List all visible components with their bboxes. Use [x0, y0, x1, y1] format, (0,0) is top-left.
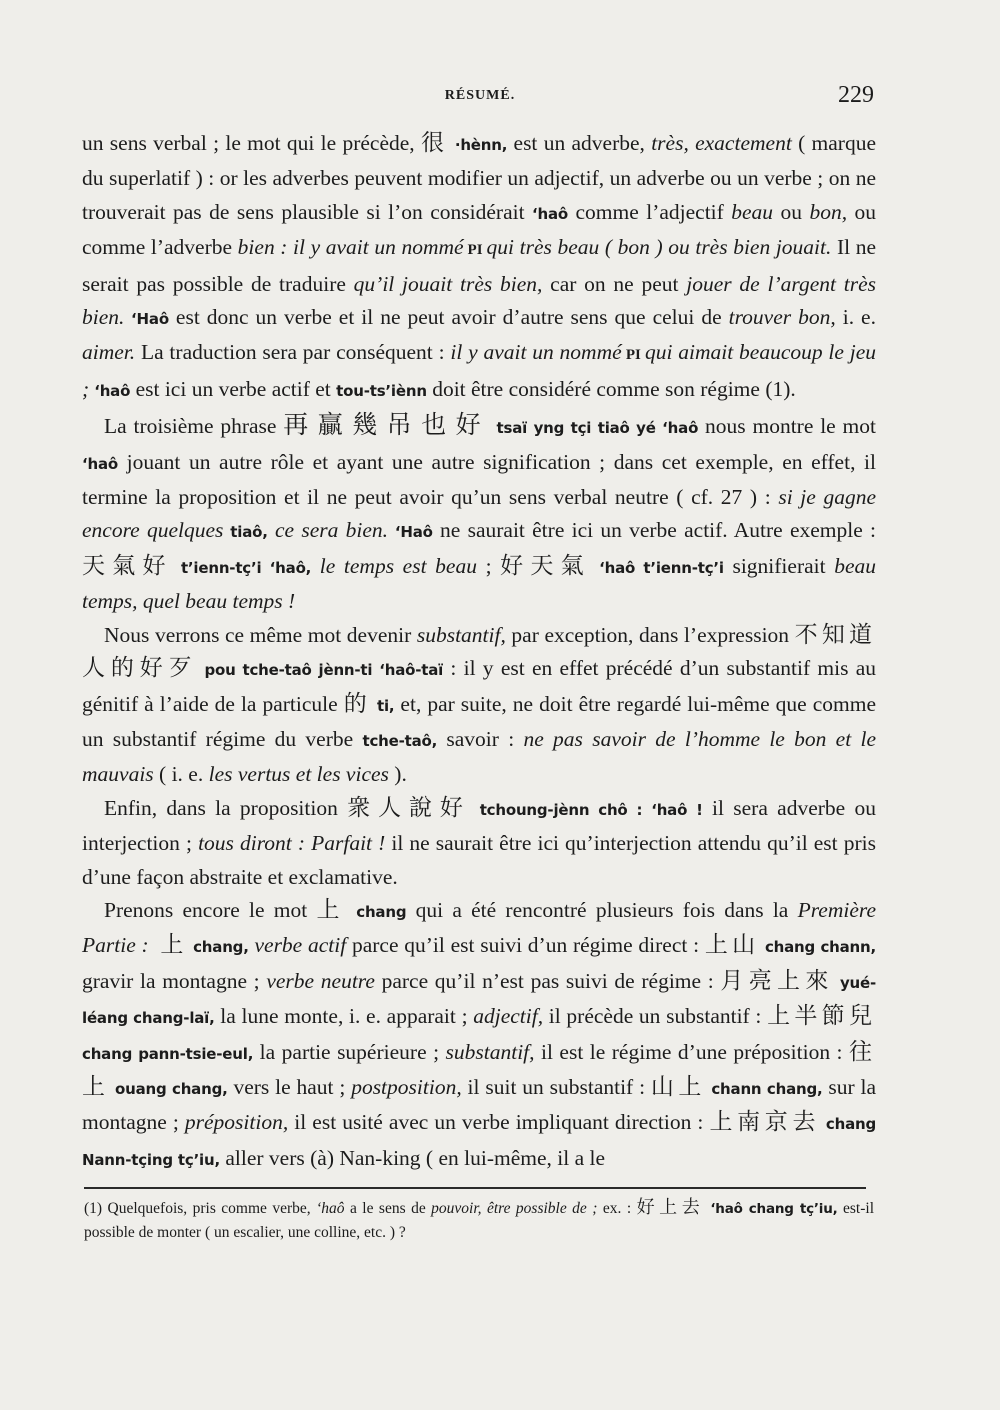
text: parce qu’il est suivi d’un régime direct : [346, 933, 705, 958]
italic-text: trouver bon, [728, 305, 836, 330]
footnote [84, 1196, 874, 1245]
paragraph [82, 894, 876, 1177]
romanization: chang Nann-tçing tç’iu, [82, 1115, 877, 1169]
romanization: tsaï yng tçi tiaô yé ‘haô [490, 419, 699, 438]
italic-text: bien : il y avait un nommé [237, 235, 464, 260]
body-text [82, 127, 876, 1177]
text: ). [388, 762, 407, 787]
text: il ne saurait être ici qu’interjection attendu qu’il est pris d’une façon abstraite et exclamative. [82, 831, 876, 889]
text: qui a été rencontré plusieurs fois dans la [406, 897, 798, 922]
italic-text: substantif, [416, 622, 506, 647]
chinese-characters: 上山 [704, 932, 760, 959]
italic-text: il y avait un nommé [450, 340, 622, 365]
text: jouant un autre rôle et ayant une autre signification ; dans cet exemple, en effet, il termine la proposition et il ne peut avoir qu’un sens verbal neutre ( cf. 27 ) : [82, 449, 876, 510]
romanization: ‘Haô [124, 310, 169, 329]
text: il est le régime d’une préposition : [534, 1039, 849, 1064]
text: ne saurait être ici un verbe actif. Autre exemple : [432, 518, 876, 543]
chinese-characters: 月亮上來 [720, 967, 834, 994]
romanization: ‘haô [89, 381, 131, 400]
chinese-characters: 好上去 [636, 1197, 705, 1218]
romanization: tou-ts’iènn [336, 381, 427, 400]
italic-text: aimer. [82, 340, 136, 365]
text: ex. : [597, 1200, 637, 1217]
chinese-character: 的 [343, 690, 372, 717]
page-number: 229 [838, 82, 874, 108]
chinese-characters: 好天氣 [500, 552, 591, 579]
italic-text: beau [731, 199, 774, 224]
text: Prenons encore le mot [104, 897, 317, 922]
text: un sens verbal ; le mot qui le précède, [82, 131, 421, 155]
italic-text: préposition, [184, 1110, 289, 1135]
chinese-characters: 山上 [650, 1073, 706, 1100]
chinese-characters: 衆人說好 [347, 794, 471, 821]
romanization: ti, [371, 696, 395, 715]
paragraph [82, 619, 876, 792]
text: Enfin, dans la proposition [104, 795, 348, 820]
text: comme l’adjectif [568, 199, 732, 224]
romanization: tiaô, [223, 523, 268, 542]
italic-text: postposition, [351, 1074, 462, 1099]
running-head [84, 82, 876, 112]
italic-text: qui très beau ( bon ) ou très bien jouait. [486, 235, 832, 260]
text: la partie supérieure ; [253, 1039, 446, 1064]
text: est un adverbe, [507, 131, 652, 155]
italic-text: ce sera bien. [267, 518, 388, 543]
text: ou comme l’adverbe [82, 199, 877, 260]
romanization: ‘haô t’ienn-tç’i [590, 558, 724, 577]
text: doit être considéré comme son régime (1). [426, 376, 796, 401]
footnote-number: (1) [84, 1200, 103, 1217]
text: est ici un verbe actif et [130, 376, 337, 401]
text: ; [476, 553, 501, 578]
text: est-il possible de monter ( un escalier, une colline, etc. ) ? [84, 1200, 875, 1241]
romanization: ·hènn, [448, 136, 508, 154]
text: par exception, dans l’expression [505, 622, 795, 647]
text: et, par suite, ne doit être regardé lui-même que comme un substantif régime du verbe [82, 691, 876, 751]
chinese-characters: 不知道人的好歹 [82, 621, 877, 682]
text: signifierait [723, 553, 835, 578]
italic-text: tous diront : Parfait ! [198, 831, 386, 856]
chinese-characters: 往上 [82, 1038, 876, 1100]
text: savoir : [437, 726, 524, 751]
paragraph [82, 792, 876, 894]
romanization: ‘haô [532, 204, 569, 223]
text: parce qu’il n’est pas suivi de régime : [374, 968, 721, 993]
running-title: RÉSUMÉ. [444, 88, 516, 103]
italic-text: beau temps, quel beau temps ! [82, 553, 876, 614]
romanization: ‘haô [82, 454, 119, 473]
chinese-characters: 再贏幾吊也好 [283, 410, 491, 440]
text: est donc un verbe et il ne peut avoir d’autre sens que celui de [168, 305, 729, 330]
italic-text: verbe neutre [266, 968, 375, 993]
text: i. e. [835, 305, 876, 330]
chinese-characters: 天氣好 [82, 552, 173, 579]
romanization: yué-léang chang-laï, [82, 973, 877, 1028]
italic-text: qui aimait beaucoup le jeu ; [82, 340, 876, 401]
text: La traduction sera par conséquent : [135, 340, 451, 365]
italic-text: très, exactement [651, 131, 792, 155]
italic-text: pouvoir, être possible de ; [431, 1200, 598, 1217]
text: gravir la montagne ; [82, 968, 267, 993]
italic-text: ‘haô [316, 1200, 345, 1217]
italic-text: les vertus et les vices [208, 762, 389, 787]
italic-text: bon, [809, 199, 848, 224]
italic-text: verbe actif [248, 933, 347, 958]
italic-text: Première Partie : [82, 897, 877, 958]
text: il sera adverbe ou interjection ; [82, 795, 876, 856]
romanization: ouang chang, [109, 1079, 228, 1098]
romanization: chang [347, 902, 407, 921]
text: ( i. e. [153, 762, 209, 787]
chinese-character: 上 [316, 896, 348, 923]
italic-text: si je gagne encore quelques [82, 485, 876, 543]
text: ( marque du superlatif ) : or les adverbes peuvent modifier un adjectif, un adverbe ou un verbe ; on ne trouverait pas de sens plausible si l’on considérait [82, 131, 876, 224]
italic-text: substantif, [445, 1039, 535, 1064]
footnote-rule [84, 1187, 866, 1189]
romanization: chang pann-tsie-eul, [82, 1044, 254, 1063]
romanization: chann chang, [705, 1079, 823, 1098]
small-caps-name: PI [463, 242, 487, 259]
romanization: tche-taô, [362, 731, 438, 750]
text: ou [773, 199, 810, 224]
paragraph [82, 408, 876, 618]
text: Nous verrons ce même mot devenir [104, 622, 417, 647]
chinese-character: 很 [420, 130, 449, 156]
text: vers le haut ; [227, 1074, 352, 1099]
text: il suit un substantif : [461, 1074, 651, 1099]
text: aller vers (à) Nan-king ( en lui-même, il a le [219, 1145, 606, 1170]
romanization: pou tche-taô jènn-ti ‘haô-taï [197, 661, 444, 680]
text: : il y est en effet précédé d’un substantif mis au génitif à l’aide de la particule [82, 656, 876, 716]
text: Quelquefois, pris comme verbe, [102, 1200, 317, 1217]
italic-text: qu’il jouait très bien, [353, 271, 543, 296]
romanization: ‘haô chang tç’iu, [704, 1201, 838, 1217]
small-caps-name: PI [621, 347, 645, 364]
italic-text: ne pas savoir de l’homme le bon et le mauvais [82, 726, 876, 787]
chinese-character: 上 [148, 932, 188, 959]
romanization: t’ienn-tç’i ‘haô, [172, 558, 312, 577]
text: Il ne serait pas possible de traduire [82, 235, 877, 296]
romanization: chang, [187, 938, 249, 957]
paragraph-continued [82, 127, 876, 408]
text: a le sens de [344, 1200, 432, 1217]
italic-text: jouer de l’argent très bien. [82, 271, 876, 330]
chinese-characters: 上半節兒 [767, 1003, 876, 1030]
chinese-characters: 上南京去 [709, 1109, 821, 1136]
text: car on ne peut [542, 271, 687, 296]
text: La troisième phrase [104, 414, 284, 439]
italic-text: le temps est beau [311, 553, 477, 578]
text: nous montre le mot [698, 414, 876, 439]
romanization: tchoung-jènn chô : ‘haô ! [470, 800, 703, 819]
text: il précède un substantif : [543, 1004, 768, 1029]
romanization: ‘Haô [388, 523, 433, 542]
romanization: chang chann, [759, 938, 877, 957]
text: sur la montagne ; [82, 1074, 877, 1135]
text: il est usité avec un verbe impliquant direction : [288, 1110, 710, 1135]
italic-text: adjectif, [473, 1004, 544, 1029]
text: la lune monte, i. e. apparait ; [214, 1004, 474, 1029]
